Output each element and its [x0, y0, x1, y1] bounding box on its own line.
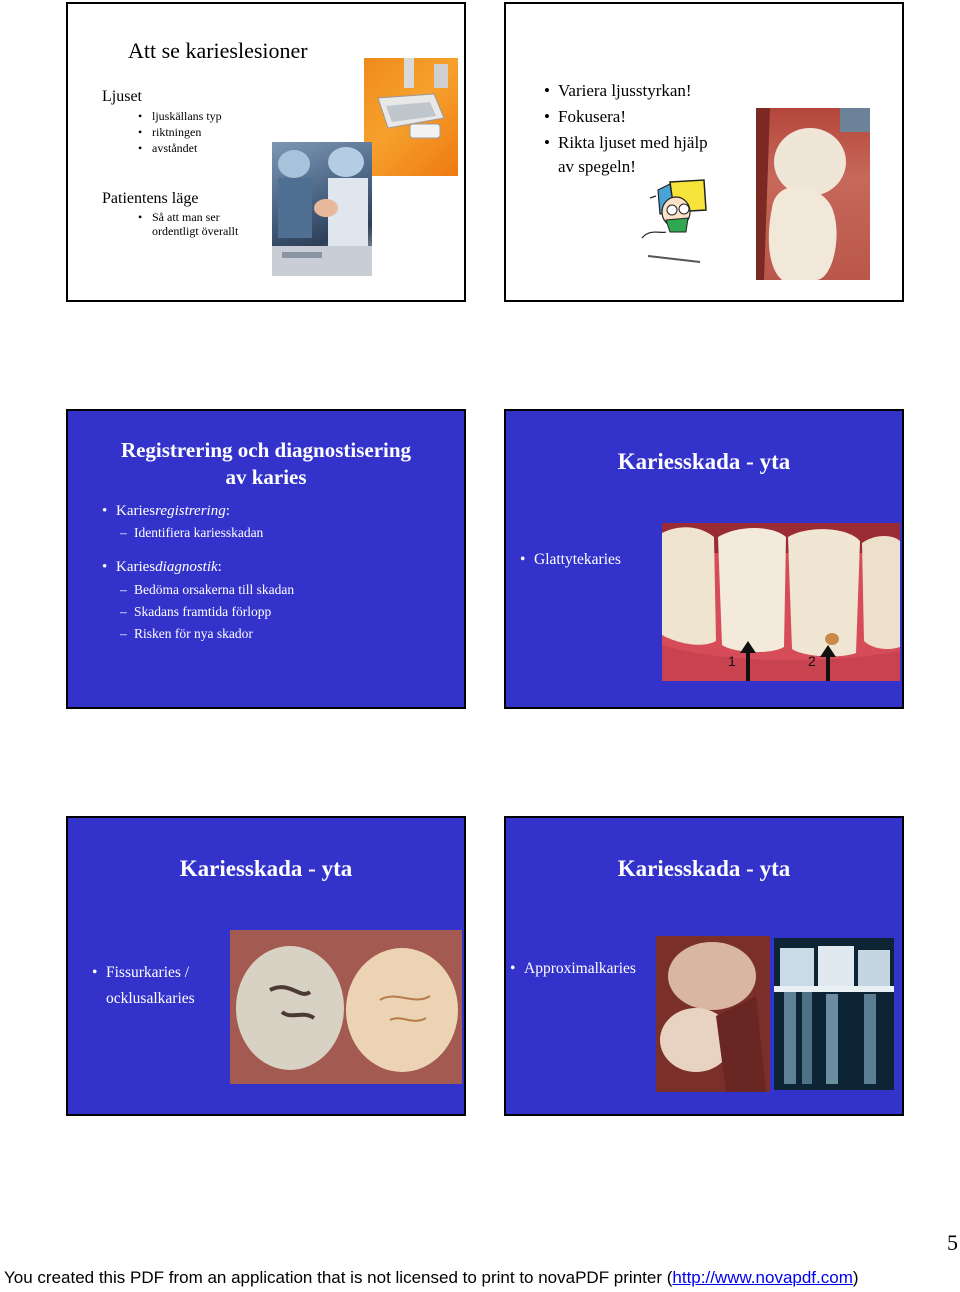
approximal-caries-photo	[656, 936, 770, 1092]
slide-2-bullets	[558, 78, 708, 180]
cartoon-dentist-icon	[640, 176, 710, 276]
xray-photo	[774, 938, 894, 1090]
list-item: • Rikta ljuset med hjälp	[558, 130, 708, 156]
dental-lamp-icon	[364, 58, 458, 176]
xray-icon	[774, 938, 894, 1090]
slide-1-heading-ljuset: Ljuset	[102, 88, 142, 105]
list-item: • Variera ljusstyrkan!	[558, 78, 708, 104]
slide-2	[504, 2, 904, 302]
fissure-caries-photo	[230, 930, 462, 1084]
slide-1-ljuset-list	[152, 108, 222, 156]
slide-3-body	[116, 501, 294, 645]
sub-item: – Bedöma orsakerna till skadan	[134, 579, 294, 601]
sub-item: – Skadans framtida förlopp	[134, 601, 294, 623]
sub-item: – Identifiera kariesskadan	[134, 521, 294, 545]
footer-text: You created this PDF from an application that is not licensed to print to novaPDF printer (	[4, 1268, 673, 1287]
cartoon-dentist-illustration	[640, 176, 710, 276]
molars-icon	[230, 930, 462, 1084]
dental-team-photo	[272, 142, 372, 276]
list-item: • Så att man ser	[152, 210, 238, 224]
slide-3-title	[68, 437, 464, 491]
sub-item: – Risken för nya skador	[134, 623, 294, 645]
list-item: • ljuskällans typ	[152, 108, 222, 124]
slide-5-bullet	[106, 960, 195, 1012]
list-item-continuation: ordentligt överallt	[152, 224, 239, 238]
list-item: • avståndet	[152, 140, 222, 156]
front-teeth-icon	[662, 523, 900, 681]
tooth-icon	[756, 108, 870, 280]
bullet-suffix: :	[225, 503, 230, 519]
bullet-prefix: Karies	[116, 559, 156, 575]
slide-4	[504, 409, 904, 709]
arrow-label-2: 2	[808, 653, 816, 669]
dental-team-icon	[272, 142, 372, 276]
smooth-surface-caries-photo	[662, 523, 900, 681]
page-number: 5	[947, 1230, 958, 1255]
slide-6	[504, 816, 904, 1116]
slide-3-title-line1: Registrering och diagnostisering	[120, 438, 412, 462]
tooth-closeup-photo	[756, 108, 870, 280]
bullet-continuation: ocklusalkaries	[106, 990, 195, 1007]
footer-link[interactable]: http://www.novapdf.com	[672, 1268, 853, 1287]
slide-5-title: Kariesskada - yta	[179, 856, 353, 881]
arrow-label-1: 1	[728, 653, 736, 669]
tooth-side-icon	[656, 936, 770, 1092]
slide-4-bullet: • Glattytekaries	[534, 551, 930, 569]
dental-lamp-photo	[364, 58, 458, 176]
footer-close: )	[852, 1268, 859, 1287]
slide-6-bullet: • Approximalkaries	[524, 960, 920, 978]
slide-1-heading-patient: Patientens läge	[102, 190, 199, 207]
slide-3-title-line2: av karies	[225, 465, 307, 489]
slide-1	[66, 2, 466, 302]
list-item: • Fokusera!	[558, 104, 708, 130]
list-item-continuation: av spegeln!	[558, 157, 636, 176]
bullet-italic: diagnostik	[155, 559, 218, 575]
slide-5	[66, 816, 466, 1116]
bullet-kariesdiagnostik	[116, 557, 294, 577]
footer-notice	[4, 1268, 859, 1288]
bullet-italic: registrering	[155, 503, 226, 519]
slide-3	[66, 409, 466, 709]
bullet-prefix: Karies	[116, 503, 156, 519]
slide-1-patient-list	[152, 210, 238, 238]
list-item: • riktningen	[152, 124, 222, 140]
slide-1-title: Att se karieslesioner	[128, 38, 308, 63]
slide-4-title: Kariesskada - yta	[617, 449, 791, 474]
slide-6-title: Kariesskada - yta	[617, 856, 791, 881]
bullet-kariesregistrering	[116, 501, 294, 521]
bullet-suffix: :	[217, 559, 222, 575]
bullet-line: • Fissurkaries /	[106, 960, 195, 986]
